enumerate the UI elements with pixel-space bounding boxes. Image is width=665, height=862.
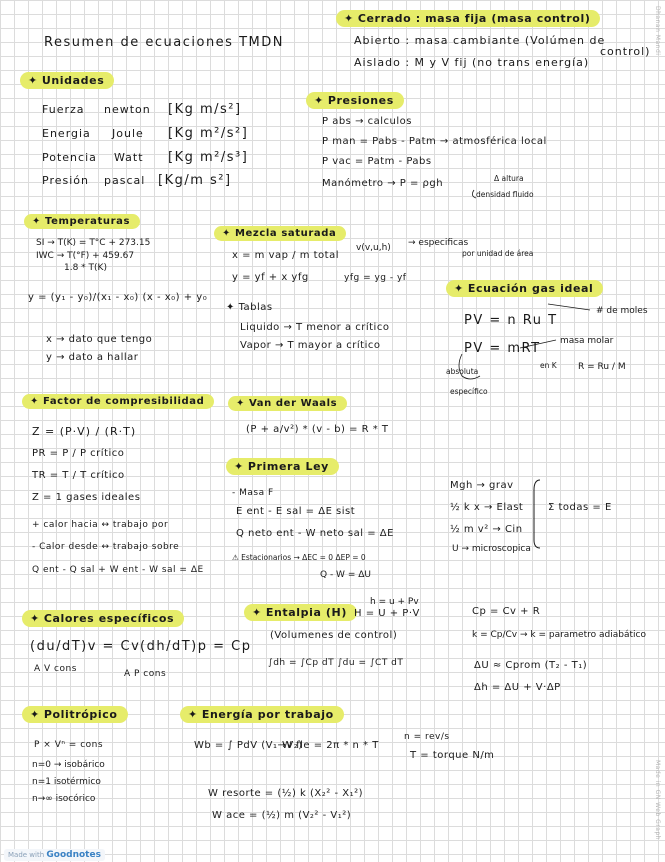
politropico-title: Politrópico bbox=[43, 708, 118, 721]
factor-z1: Z = 1 gases ideales bbox=[32, 492, 141, 503]
gas-pv-mrt: PV = mRT bbox=[464, 341, 541, 356]
energia-suma: Σ todas = E bbox=[548, 502, 612, 513]
mezcla-yfg: yfg = yg - yf bbox=[344, 273, 407, 283]
watermark-bottom: Made in GN Web Graph bbox=[654, 760, 661, 841]
abierto-cont-text: control) bbox=[600, 45, 651, 58]
unit-si: [Kg m²/s³] bbox=[168, 150, 249, 165]
star-icon: ✦ bbox=[30, 708, 40, 721]
mezcla-y: y = yf + x yfg bbox=[232, 272, 309, 283]
unit-name: Presión bbox=[42, 174, 89, 187]
y-def: y → dato a hallar bbox=[46, 352, 139, 363]
energia-elast: ½ k x → Elast bbox=[450, 502, 524, 513]
politropico-isobarico: n=0 → isobárico bbox=[32, 760, 105, 770]
calores-title: Calores específicos bbox=[43, 612, 175, 625]
trabajo-wfle: W fle = 2π * n * T bbox=[282, 740, 379, 751]
balance-energia: Q ent - Q sal + W ent - W sal = ΔE bbox=[32, 565, 204, 575]
mezcla-x: x = m vap / m total bbox=[232, 250, 339, 261]
densidad-arrow bbox=[472, 190, 476, 198]
politropico-isocorico: n→∞ isocórico bbox=[32, 794, 96, 804]
vdw-eq: (P + a/v²) * (v - b) = R * T bbox=[246, 424, 389, 435]
unit-name: Energia bbox=[42, 127, 91, 140]
moles-arrow bbox=[548, 304, 590, 310]
tablas-vapor: Vapor → T mayor a crítico bbox=[240, 340, 381, 351]
energia-trabajo-title: Energía por trabajo bbox=[201, 708, 334, 721]
temp-factor: 1.8 * T(K) bbox=[64, 263, 107, 273]
calor-cp: (dh/dT)p = Cp bbox=[140, 639, 252, 654]
goodnotes-badge: Made with Goodnotes bbox=[4, 849, 105, 861]
factor-tr: TR = T / T crítico bbox=[32, 470, 125, 481]
warning-icon: ⚠ bbox=[232, 553, 242, 562]
unit-name: Potencia bbox=[42, 151, 97, 164]
factor-pr: PR = P / P crítico bbox=[32, 448, 125, 459]
entalpia-du: ΔU ≈ Cprom (T₂ - T₁) bbox=[474, 660, 588, 671]
trabajo-wb: Wb = ∫ PdV (V₁→V₂) bbox=[194, 740, 303, 751]
star-icon: ✦ bbox=[314, 94, 324, 107]
calor-cv: (du/dT)v = Cv bbox=[30, 639, 141, 654]
politropico-isotermico: n=1 isotérmico bbox=[32, 777, 101, 787]
trabajo-wace: W ace = (½) m (V₂² - V₁²) bbox=[212, 810, 352, 821]
primera-eent: E ent - E sal = ΔE sist bbox=[236, 506, 356, 517]
x-def: x → dato que tengo bbox=[46, 334, 153, 345]
primera-qneto: Q neto ent - W neto sal = ΔE bbox=[236, 528, 394, 539]
pman-text: P man = Pabs - Patm → atmosférica local bbox=[322, 136, 547, 147]
calor-pcons: A P cons bbox=[124, 669, 167, 679]
star-icon: ✦ bbox=[32, 216, 41, 227]
molar-arrow bbox=[520, 340, 556, 348]
calor-vcons: A V cons bbox=[34, 664, 77, 674]
star-icon: ✦ bbox=[28, 74, 38, 87]
temp-si: SI → T(K) = T°C + 273.15 bbox=[36, 238, 151, 248]
trabajo-n: n = rev/s bbox=[404, 732, 450, 742]
primera-estacionarios: ⚠ Estacionarios → ΔEC = 0 ΔEP = 0 bbox=[232, 553, 366, 562]
mezcla-esp: → especificas bbox=[408, 238, 469, 248]
entalpia-h2: H = U + P·V bbox=[354, 608, 420, 619]
mezcla-title: Mezcla saturada bbox=[234, 228, 337, 239]
manometro-text: Manómetro → P = ρgh bbox=[322, 178, 444, 189]
primera-masa: - Masa F bbox=[232, 488, 274, 498]
gas-moles: # de moles bbox=[596, 306, 648, 316]
unit-name: Fuerza bbox=[42, 103, 85, 116]
pabs-text: P abs → calculos bbox=[322, 116, 412, 127]
energia-micro: U → microscopica bbox=[452, 544, 531, 554]
unit-si: [Kg/m s²] bbox=[158, 173, 232, 188]
gas-ideal-title: Ecuación gas ideal bbox=[467, 282, 594, 295]
pvac-text: P vac = Patm - Pabs bbox=[322, 156, 432, 167]
star-icon: ✦ bbox=[30, 612, 40, 625]
energy-brace bbox=[534, 480, 540, 548]
gas-pv-nrut: PV = n Ru T bbox=[464, 313, 558, 328]
unit-unit: pascal bbox=[104, 174, 146, 187]
presiones-title: Presiones bbox=[327, 94, 394, 107]
unit-unit: newton bbox=[104, 103, 151, 116]
gas-absoluta: absoluta bbox=[446, 367, 479, 376]
star-icon: ✦ bbox=[234, 460, 244, 473]
primera-title: Primera Ley bbox=[247, 460, 329, 473]
gas-r: R = Ru / M bbox=[578, 362, 626, 372]
entalpia-title: Entalpia (H) bbox=[265, 606, 347, 619]
entalpia-cp: Cp = Cv + R bbox=[472, 606, 541, 617]
star-icon: ✦ bbox=[454, 282, 464, 295]
aislado-text: Aislado : M y V fij (no trans energía) bbox=[354, 56, 590, 69]
calor-hacia: + calor hacia ↔ trabajo por bbox=[32, 520, 169, 530]
tablas-liquido: Liquido → T menor a crítico bbox=[240, 322, 390, 333]
gas-molar: masa molar bbox=[560, 336, 614, 346]
goodnotes-brand: Goodnotes bbox=[46, 850, 101, 860]
mezcla-v: v(v,u,h) bbox=[356, 243, 391, 253]
cerrado-title: Cerrado : masa fija (masa control) bbox=[357, 12, 591, 25]
absoluta-bracket bbox=[459, 354, 480, 379]
star-icon: ✦ bbox=[226, 302, 239, 313]
unit-unit: Watt bbox=[114, 151, 144, 164]
star-icon: ✦ bbox=[188, 708, 198, 721]
temperaturas-title: Temperaturas bbox=[44, 216, 131, 227]
interp-eq: y = (y₁ - y₀)/(x₁ - x₀) (x - x₀) + y₀ bbox=[28, 292, 208, 303]
energia-grav: Mgh → grav bbox=[450, 480, 514, 491]
factor-z: Z = (P·V) / (R·T) bbox=[32, 425, 137, 438]
star-icon: ✦ bbox=[236, 398, 245, 409]
gas-enk: en K bbox=[540, 361, 557, 370]
altura-note: Δ altura bbox=[494, 174, 524, 183]
primera-qw: Q - W = ΔU bbox=[320, 570, 371, 580]
energia-cin: ½ m v² → Cin bbox=[450, 524, 523, 535]
vdw-title: Van der Waals bbox=[248, 398, 338, 409]
star-icon: ✦ bbox=[252, 606, 262, 619]
gas-especifico: específico bbox=[450, 387, 488, 396]
abierto-text: Abierto : masa cambiante (Volúmen de bbox=[354, 34, 606, 47]
tablas-label: ✦ Tablas bbox=[226, 302, 273, 313]
factor-title: Factor de compresibilidad bbox=[42, 396, 205, 407]
politropico-eq: P × Vⁿ = cons bbox=[34, 740, 104, 750]
trabajo-torque: T = torque N/m bbox=[410, 750, 495, 761]
temp-iwc: IWC → T(°F) + 459.67 bbox=[36, 251, 135, 261]
entalpia-h1: h = u + Pv bbox=[370, 597, 419, 607]
entalpia-vol: (Volumenes de control) bbox=[270, 630, 398, 641]
trabajo-wresorte: W resorte = (½) k (X₂² - X₁²) bbox=[208, 788, 364, 799]
watermark-top: Dhanan Mandi bbox=[654, 6, 661, 56]
densidad-note: densidad fluido bbox=[476, 190, 534, 199]
page-title: Resumen de ecuaciones TMDN bbox=[44, 35, 284, 50]
entalpia-k: k = Cp/Cv → k = parametro adiabático bbox=[472, 630, 646, 640]
unit-si: [Kg m²/s²] bbox=[168, 126, 249, 141]
unit-unit: Joule bbox=[112, 127, 144, 140]
star-icon: ✦ bbox=[222, 228, 231, 239]
mezcla-esp2: por unidad de área bbox=[462, 249, 534, 258]
unit-si: [Kg m/s²] bbox=[168, 102, 242, 117]
entalpia-dh: Δh = ΔU + V·ΔP bbox=[474, 682, 561, 693]
star-icon: ✦ bbox=[344, 12, 354, 25]
unidades-title: Unidades bbox=[41, 74, 105, 87]
calor-desde: - Calor desde ↔ trabajo sobre bbox=[32, 542, 180, 552]
entalpia-int: ∫dh = ∫Cp dT ∫du = ∫CT dT bbox=[268, 658, 404, 668]
star-icon: ✦ bbox=[30, 396, 39, 407]
